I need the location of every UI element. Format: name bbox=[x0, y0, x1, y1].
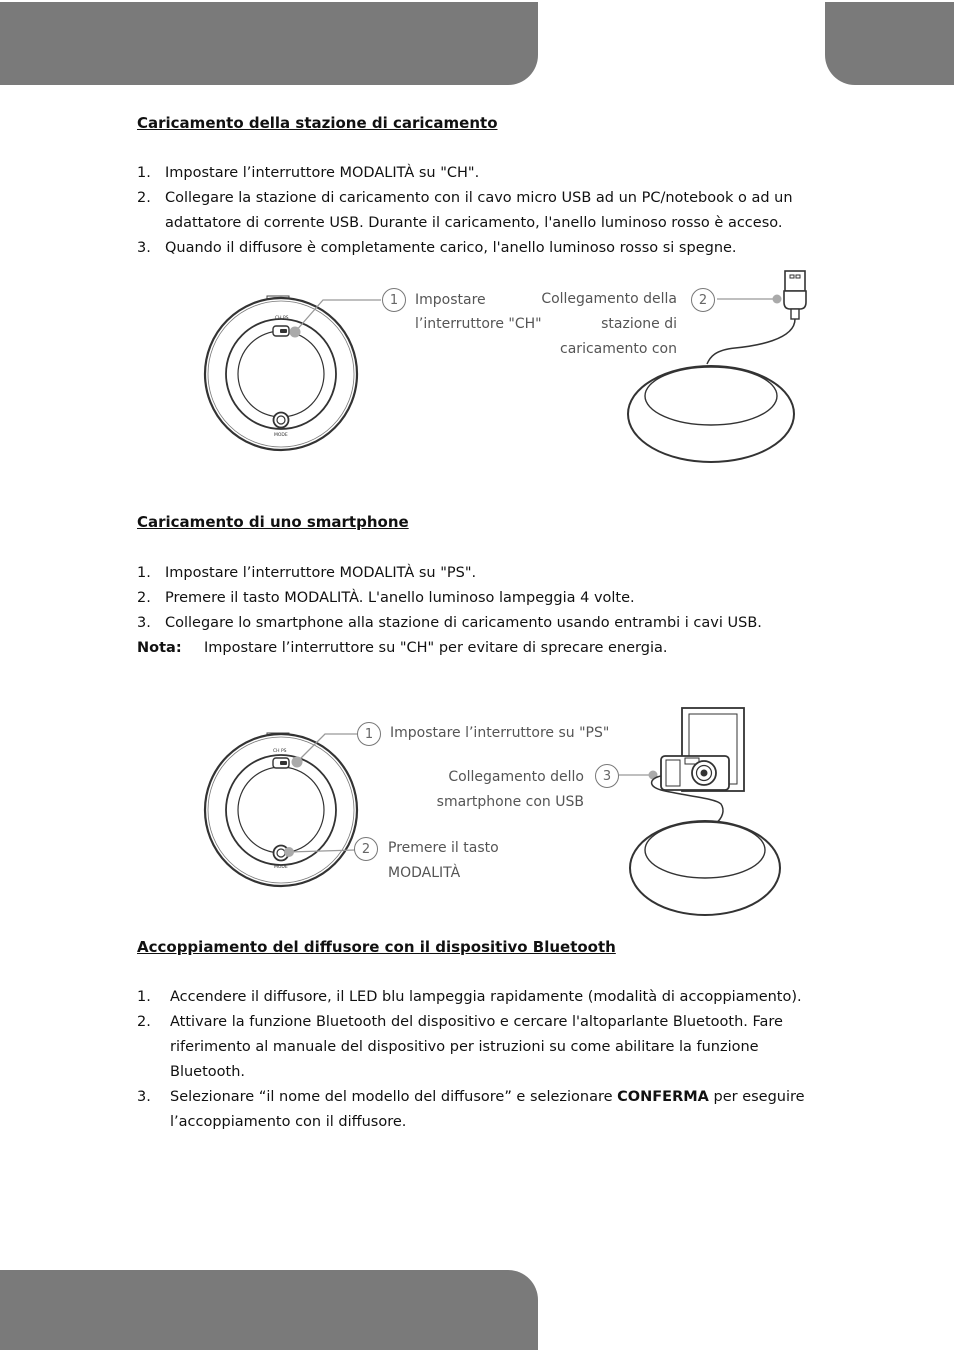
section-title-charging-smartphone: Caricamento di uno smartphone bbox=[137, 513, 409, 531]
callout-text: Collegamento dello bbox=[448, 769, 584, 785]
confirm-keyword: CONFERMA bbox=[617, 1089, 709, 1105]
speaker-top-view bbox=[205, 733, 357, 886]
step-text: Bluetooth. bbox=[170, 1064, 245, 1080]
step-text: l’accoppiamento con il diffusore. bbox=[170, 1114, 407, 1130]
callout-badge: 2 bbox=[691, 288, 715, 312]
step-number: 1. bbox=[137, 989, 151, 1005]
callout-text: Impostare bbox=[415, 292, 486, 308]
usb-plug-icon bbox=[784, 271, 806, 319]
callout-text: Collegamento della bbox=[541, 291, 677, 307]
step-text: Impostare l’interruttore MODALITÀ su "PS". bbox=[165, 565, 477, 581]
step-number: 2. bbox=[137, 590, 151, 606]
header-bar-left bbox=[0, 2, 538, 85]
camera-icon bbox=[661, 756, 729, 790]
callout-text: Impostare l’interruttore su "PS" bbox=[390, 725, 610, 741]
callout-badge: 2 bbox=[354, 837, 378, 861]
step-text: Collegare la stazione di caricamento con il cavo micro USB ad un PC/notebook o ad un bbox=[165, 190, 793, 206]
charging-station bbox=[628, 366, 794, 462]
callout-text: smartphone con USB bbox=[436, 794, 584, 810]
callout-text: stazione di bbox=[601, 316, 677, 332]
step-text: riferimento al manuale del dispositivo per istruzioni su come abilitare la funzione bbox=[170, 1039, 759, 1055]
callout-text: MODALITÀ bbox=[388, 865, 461, 881]
charging-station bbox=[630, 821, 780, 915]
figure-charging-station bbox=[195, 262, 815, 472]
step-text: Premere il tasto MODALITÀ. L'anello luminoso lampeggia 4 volte. bbox=[165, 590, 635, 606]
footer-bar-left bbox=[0, 1270, 538, 1350]
step-text: Quando il diffusore è completamente carico, l'anello luminoso rosso si spegne. bbox=[165, 240, 737, 256]
step-text: Attivare la funzione Bluetooth del dispositivo e cercare l'altoparlante Bluetooth. Fare bbox=[170, 1014, 783, 1030]
step-number: 3. bbox=[137, 615, 151, 631]
step-number: 1. bbox=[137, 165, 151, 181]
step-text: Collegare lo smartphone alla stazione di caricamento usando entrambi i cavi USB. bbox=[165, 615, 762, 631]
callout-badge: 1 bbox=[357, 722, 381, 746]
step-text-part: Selezionare “il nome del modello del diffusore” e selezionare bbox=[170, 1089, 618, 1105]
step-number: 2. bbox=[137, 190, 151, 206]
step-text: Accendere il diffusore, il LED blu lampeggia rapidamente (modalità di accoppiamento). bbox=[170, 989, 802, 1005]
switch-label: CH PS bbox=[275, 316, 289, 321]
callout-badge: 1 bbox=[382, 288, 406, 312]
callout-badge: 3 bbox=[595, 764, 619, 788]
callout-text: l’interruttore "CH" bbox=[415, 316, 542, 332]
callout-text: caricamento con bbox=[560, 341, 677, 357]
note-label: Nota: bbox=[137, 640, 182, 656]
step-number: 1. bbox=[137, 565, 151, 581]
note-text: Impostare l’interruttore su "CH" per evitare di sprecare energia. bbox=[204, 640, 668, 656]
step-text: adattatore di corrente USB. Durante il caricamento, l'anello luminoso rosso è acceso. bbox=[165, 215, 783, 231]
step-text bbox=[170, 1085, 805, 1110]
callout-text: Premere il tasto bbox=[388, 840, 499, 856]
step-number: 3. bbox=[137, 1089, 151, 1105]
step-text-part: per eseguire bbox=[708, 1089, 805, 1105]
switch-label: CH PS bbox=[273, 749, 287, 754]
step-text: Impostare l’interruttore MODALITÀ su "CH". bbox=[165, 165, 480, 181]
header-bar-right bbox=[825, 2, 954, 85]
section-title-charging-station: Caricamento della stazione di caricamento bbox=[137, 114, 498, 132]
step-number: 3. bbox=[137, 240, 151, 256]
step-number: 2. bbox=[137, 1014, 151, 1030]
section-title-bluetooth-pairing: Accoppiamento del diffusore con il dispositivo Bluetooth bbox=[137, 938, 616, 956]
mode-label: MODE bbox=[274, 433, 288, 438]
mode-label: MODE bbox=[274, 865, 288, 870]
